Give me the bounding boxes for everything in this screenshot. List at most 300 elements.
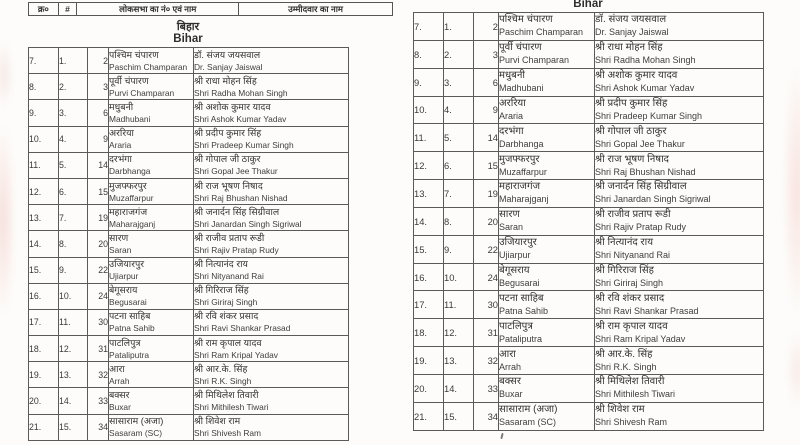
constituency-number-cell: 19	[474, 180, 499, 208]
constituency-name-hindi: मुजफ्फरपुर	[109, 180, 147, 191]
constituency-cell	[499, 180, 595, 208]
constituency-number-cell: 33	[474, 374, 499, 402]
table-row	[29, 414, 349, 440]
serial-cell: 19.	[414, 347, 444, 375]
state-heading-hindi: बिहार	[176, 21, 200, 33]
candidate-name-english: Shri Shivesh Ram	[595, 417, 668, 428]
serial-cell: 20.	[29, 388, 59, 414]
constituency-name-english: Begusarai	[499, 278, 540, 289]
candidate-name-hindi: श्री शिवेश राम	[595, 404, 645, 416]
index-cell: 14.	[444, 374, 474, 402]
constituency-number-cell: 3	[474, 40, 499, 68]
index-cell: 15.	[59, 414, 88, 440]
serial-cell: 14.	[414, 207, 444, 235]
header-constituency-column: लोकसभा का नं० एवं नाम	[77, 2, 239, 16]
header-candidate-column: उम्मीदवार का नाम	[239, 2, 393, 16]
candidate-name-english: Shri Shivesh Ram	[194, 428, 262, 439]
constituency-name-hindi: पटना साहिब	[499, 292, 544, 304]
serial-cell: 7.	[414, 13, 444, 41]
candidate-name-hindi: श्री गोपाल जी ठाकुर	[194, 154, 261, 165]
index-cell: 10.	[444, 263, 474, 291]
candidate-name-hindi: श्री राजीव प्रताप रूडी	[194, 232, 265, 243]
candidate-name-english: Shri Pradeep Kumar Singh	[194, 140, 294, 151]
index-cell: 12.	[444, 319, 474, 347]
constituency-name-english: Darbhanga	[499, 138, 544, 149]
state-heading-english-right: Bihar	[573, 0, 603, 10]
candidate-name-english: Shri Radha Mohan Singh	[194, 87, 288, 98]
candidate-name-hindi: श्री राज भूषण निषाद	[194, 180, 263, 191]
serial-cell: 17.	[29, 309, 59, 335]
candidate-cell	[194, 257, 349, 283]
candidate-name-english: Shri Gopal Jee Thakur	[194, 166, 278, 177]
constituency-name-english: Buxar	[499, 389, 523, 400]
constituency-name-english: Muzaffarpur	[109, 192, 154, 203]
candidate-name-english: Shri Ravi Shankar Prasad	[595, 305, 699, 316]
constituency-number-cell: 19	[88, 205, 109, 231]
constituency-number-cell: 31	[474, 319, 499, 347]
constituency-cell	[499, 374, 595, 402]
candidate-cell	[194, 414, 349, 440]
candidate-name-english: Shri Mithilesh Tiwari	[595, 389, 676, 400]
candidate-name-english: Shri Gopal Jee Thakur	[595, 138, 685, 149]
table-row	[414, 374, 764, 402]
serial-cell: 11.	[29, 152, 59, 178]
constituency-name-hindi: बेगूसराय	[109, 285, 138, 296]
candidate-name-hindi: श्री आर.के. सिंह	[595, 348, 653, 360]
constituency-cell	[109, 126, 194, 152]
constituency-name-english: Patna Sahib	[499, 305, 549, 316]
serial-cell: 16.	[414, 263, 444, 291]
constituency-name-english: Maharajganj	[109, 218, 156, 229]
constituency-number-cell: 14	[474, 124, 499, 152]
candidate-name-english: Shri Raj Bhushan Nishad	[595, 166, 696, 177]
constituency-name-hindi: बक्सर	[499, 376, 521, 388]
candidate-cell	[595, 402, 764, 430]
constituency-cell	[499, 13, 595, 41]
index-cell: 15.	[444, 402, 474, 430]
candidate-name-hindi: श्री राजीव प्रताप रूडी	[595, 209, 671, 221]
index-cell: 8.	[59, 231, 88, 257]
candidate-name-hindi: श्री आर.के. सिंह	[194, 363, 248, 374]
constituency-cell	[109, 388, 194, 414]
table-row	[29, 48, 349, 74]
candidate-name-english: Shri Radha Mohan Singh	[595, 55, 696, 66]
candidate-name-hindi: डॉ. संजय जयसवाल	[194, 49, 261, 60]
table-row	[414, 235, 764, 263]
constituency-name-english: Saran	[499, 222, 524, 233]
table-row	[414, 40, 764, 68]
constituency-cell	[109, 336, 194, 362]
constituency-name-english: Araria	[109, 140, 132, 151]
constituency-name-english: Arrah	[499, 361, 522, 372]
constituency-number-cell: 20	[474, 207, 499, 235]
index-cell: 2.	[444, 40, 474, 68]
serial-cell: 11.	[414, 124, 444, 152]
constituency-number-cell: 2	[88, 48, 109, 74]
table-row	[414, 180, 764, 208]
constituency-name-hindi: पूर्वी चंपारण	[499, 42, 542, 54]
candidate-cell	[194, 74, 349, 100]
index-cell: 5.	[444, 124, 474, 152]
table-header-row	[28, 2, 393, 16]
constituency-name-hindi: पूर्वी चंपारण	[109, 75, 149, 86]
constituency-cell	[499, 402, 595, 430]
constituency-name-hindi: अररिया	[109, 128, 134, 139]
candidate-name-english: Shri Pradeep Kumar Singh	[595, 110, 703, 121]
constituency-name-hindi: पटना साहिब	[109, 311, 151, 322]
constituency-name-english: Paschim Champaran	[499, 27, 584, 38]
candidate-cell	[194, 283, 349, 309]
constituency-number-cell: 3	[88, 74, 109, 100]
state-heading-english: Bihar	[173, 33, 203, 45]
constituency-number-cell: 34	[474, 402, 499, 430]
candidate-cell	[595, 319, 764, 347]
serial-cell: 13.	[29, 205, 59, 231]
constituency-name-hindi: पश्चिम चंपारण	[109, 49, 159, 60]
candidate-cell	[194, 100, 349, 126]
constituency-name-english: Saran	[109, 244, 132, 255]
candidate-name-english: Shri Janardan Singh Sigriwal	[194, 218, 302, 229]
candidate-name-english: Shri Nityanand Rai	[595, 250, 671, 261]
candidate-cell	[194, 178, 349, 204]
serial-cell: 15.	[414, 235, 444, 263]
serial-cell: 16.	[29, 283, 59, 309]
constituency-number-cell: 32	[474, 347, 499, 375]
index-cell: 3.	[59, 100, 88, 126]
constituency-cell	[109, 100, 194, 126]
serial-cell: 12.	[29, 178, 59, 204]
candidate-name-english: Shri Raj Bhushan Nishad	[194, 192, 288, 203]
constituency-number-cell: 22	[474, 235, 499, 263]
candidate-cell	[595, 207, 764, 235]
table-row	[29, 336, 349, 362]
candidate-name-hindi: श्री रवि शंकर प्रसाद	[595, 292, 665, 304]
constituency-name-english: Buxar	[109, 402, 131, 413]
constituency-cell	[499, 207, 595, 235]
index-cell: 9.	[59, 257, 88, 283]
candidate-name-hindi: श्री अशोक कुमार यादव	[194, 101, 271, 112]
candidate-cell	[194, 152, 349, 178]
constituency-number-cell: 30	[474, 291, 499, 319]
constituency-name-hindi: सारण	[109, 232, 129, 243]
scan-ink-mark	[500, 433, 503, 439]
constituency-name-english: Ujiarpur	[499, 250, 531, 261]
constituency-cell	[109, 414, 194, 440]
serial-cell: 18.	[414, 319, 444, 347]
candidate-cell	[595, 124, 764, 152]
constituency-name-english: Arrah	[109, 375, 130, 386]
candidate-name-hindi: श्री राज भूषण निषाद	[595, 153, 669, 165]
constituency-name-english: Purvi Champaran	[499, 55, 570, 66]
serial-cell: 21.	[29, 414, 59, 440]
constituency-number-cell: 9	[474, 96, 499, 124]
serial-cell: 10.	[29, 126, 59, 152]
candidate-name-hindi: श्री अशोक कुमार यादव	[595, 70, 678, 82]
constituency-name-hindi: सासाराम (अजा)	[499, 404, 558, 416]
constituency-number-cell: 22	[88, 257, 109, 283]
constituency-number-cell: 31	[88, 336, 109, 362]
constituency-number-cell: 2	[474, 13, 499, 41]
constituency-name-english: Pataliputra	[499, 333, 543, 344]
index-cell: 5.	[59, 152, 88, 178]
table-row	[29, 100, 349, 126]
candidate-name-hindi: श्री राधा मोहन सिंह	[595, 42, 663, 54]
constituency-name-english: Darbhanga	[109, 166, 151, 177]
scan-smudge	[786, 330, 800, 410]
index-cell: 6.	[444, 152, 474, 180]
candidate-name-hindi: श्री राम कृपाल यादव	[194, 337, 262, 348]
candidate-cell	[194, 336, 349, 362]
candidate-name-hindi: श्री राधा मोहन सिंह	[194, 75, 257, 86]
candidate-name-english: Dr. Sanjay Jaiswal	[595, 27, 669, 38]
constituency-name-hindi: उजियारपुर	[109, 259, 145, 270]
constituency-number-cell: 15	[88, 178, 109, 204]
constituency-cell	[499, 96, 595, 124]
candidate-name-english: Shri Ram Kripal Yadav	[194, 349, 278, 360]
table-row	[414, 124, 764, 152]
constituency-name-english: Paschim Champaran	[109, 61, 188, 72]
candidate-cell	[595, 96, 764, 124]
index-cell: 9.	[444, 235, 474, 263]
candidate-name-hindi: श्री शिवेश राम	[194, 416, 241, 427]
constituency-name-english: Madhubani	[499, 83, 544, 94]
serial-cell: 12.	[414, 152, 444, 180]
constituency-cell	[109, 48, 194, 74]
candidate-cell	[194, 126, 349, 152]
constituency-name-hindi: महाराजगंज	[499, 181, 541, 193]
constituency-cell	[499, 263, 595, 291]
candidate-name-hindi: श्री प्रदीप कुमार सिंह	[194, 128, 262, 139]
candidate-cell	[595, 263, 764, 291]
constituency-name-hindi: पश्चिम चंपारण	[499, 14, 553, 26]
index-cell: 7.	[59, 205, 88, 231]
table-row	[29, 388, 349, 414]
scan-smudge	[0, 120, 16, 320]
constituency-number-cell: 24	[88, 283, 109, 309]
table-row	[29, 205, 349, 231]
candidate-name-hindi: श्री गोपाल जी ठाकुर	[595, 125, 667, 137]
index-cell: 10.	[59, 283, 88, 309]
constituency-number-cell: 9	[88, 126, 109, 152]
constituency-number-cell: 20	[88, 231, 109, 257]
candidate-name-english: Shri Ram Kripal Yadav	[595, 333, 686, 344]
serial-cell: 17.	[414, 291, 444, 319]
table-row	[29, 178, 349, 204]
constituency-cell	[499, 152, 595, 180]
serial-cell: 10.	[414, 96, 444, 124]
candidate-cell	[194, 362, 349, 388]
constituency-number-cell: 30	[88, 309, 109, 335]
constituency-name-english: Ujiarpur	[109, 271, 139, 282]
serial-cell: 9.	[414, 68, 444, 96]
constituency-number-cell: 34	[88, 414, 109, 440]
table-row	[414, 347, 764, 375]
table-row	[29, 126, 349, 152]
candidate-cell	[194, 388, 349, 414]
index-cell: 13.	[59, 362, 88, 388]
header-serial-column: क्र०	[28, 2, 59, 16]
candidate-cell	[595, 347, 764, 375]
serial-cell: 18.	[29, 336, 59, 362]
candidate-name-english: Shri Ashok Kumar Yadav	[595, 83, 695, 94]
constituency-cell	[499, 319, 595, 347]
table-row	[414, 68, 764, 96]
constituency-name-hindi: अररिया	[499, 97, 526, 109]
constituency-name-hindi: दरभंगा	[109, 154, 132, 165]
constituency-cell	[109, 283, 194, 309]
constituency-cell	[499, 291, 595, 319]
candidate-name-hindi: डॉ. संजय जयसवाल	[595, 14, 667, 26]
constituency-cell	[109, 152, 194, 178]
constituency-name-hindi: सारण	[499, 209, 520, 221]
serial-cell: 13.	[414, 180, 444, 208]
constituency-name-hindi: मुजफ्फरपुर	[499, 153, 540, 165]
candidate-cell	[595, 291, 764, 319]
constituency-cell	[499, 124, 595, 152]
constituency-cell	[109, 74, 194, 100]
constituency-cell	[109, 205, 194, 231]
constituency-name-hindi: दरभंगा	[499, 125, 524, 137]
table-row	[414, 13, 764, 41]
candidate-name-hindi: श्री नित्यानंद राय	[595, 237, 653, 249]
table-row	[414, 96, 764, 124]
candidate-name-english: Shri Giriraj Singh	[595, 278, 664, 289]
constituency-name-hindi: मधुबनी	[109, 101, 134, 112]
constituency-number-cell: 14	[88, 152, 109, 178]
constituency-name-english: Araria	[499, 110, 524, 121]
bihar-candidates-table-right	[413, 12, 764, 431]
candidate-name-hindi: श्री मिथिलेश तिवारी	[194, 390, 259, 401]
table-row	[29, 74, 349, 100]
table-row	[29, 283, 349, 309]
index-cell: 2.	[59, 74, 88, 100]
index-cell: 12.	[59, 336, 88, 362]
index-cell: 7.	[444, 180, 474, 208]
constituency-name-english: Purvi Champaran	[109, 87, 175, 98]
index-cell: 1.	[444, 13, 474, 41]
candidate-cell	[595, 68, 764, 96]
candidate-cell	[194, 231, 349, 257]
constituency-number-cell: 32	[88, 362, 109, 388]
table-row	[29, 309, 349, 335]
constituency-name-english: Madhubani	[109, 113, 151, 124]
constituency-cell	[109, 362, 194, 388]
constituency-name-english: Patna Sahib	[109, 323, 155, 334]
constituency-name-english: Begusarai	[109, 297, 147, 308]
candidate-cell	[595, 374, 764, 402]
index-cell: 14.	[59, 388, 88, 414]
bihar-candidates-table-left	[28, 47, 349, 441]
scan-smudge	[782, 60, 800, 320]
serial-cell: 8.	[414, 40, 444, 68]
constituency-name-hindi: महाराजगंज	[109, 206, 148, 217]
candidate-name-english: Shri R.K. Singh	[595, 361, 657, 372]
table-row	[29, 152, 349, 178]
index-cell: 3.	[444, 68, 474, 96]
constituency-name-hindi: मधुबनी	[499, 70, 525, 82]
candidate-cell	[194, 205, 349, 231]
serial-cell: 8.	[29, 74, 59, 100]
candidate-name-hindi: श्री जनार्दन सिंह सिग्रीवाल	[595, 181, 687, 193]
constituency-number-cell: 6	[88, 100, 109, 126]
table-row	[414, 207, 764, 235]
index-cell: 13.	[444, 347, 474, 375]
constituency-cell	[109, 309, 194, 335]
serial-cell: 7.	[29, 48, 59, 74]
constituency-name-english: Muzaffarpur	[499, 166, 547, 177]
candidate-name-english: Shri R.K. Singh	[194, 375, 252, 386]
constituency-cell	[499, 235, 595, 263]
candidate-name-english: Shri Nityanand Rai	[194, 271, 264, 282]
scan-smudge	[0, 40, 14, 110]
candidate-cell	[595, 13, 764, 41]
index-cell: 4.	[444, 96, 474, 124]
table-row	[414, 152, 764, 180]
candidate-name-english: Shri Janardan Singh Sigriwal	[595, 194, 711, 205]
candidate-cell	[595, 180, 764, 208]
candidate-cell	[595, 152, 764, 180]
candidate-name-hindi: श्री नित्यानंद राय	[194, 259, 248, 270]
constituency-cell	[499, 68, 595, 96]
index-cell: 8.	[444, 207, 474, 235]
constituency-cell	[499, 40, 595, 68]
candidate-name-english: Shri Ravi Shankar Prasad	[194, 323, 291, 334]
table-row	[414, 263, 764, 291]
candidate-name-hindi: श्री गिरिराज सिंह	[595, 265, 654, 277]
candidate-cell	[194, 48, 349, 74]
constituency-number-cell: 6	[474, 68, 499, 96]
candidate-name-english: Shri Rajiv Pratap Rudy	[595, 222, 687, 233]
candidate-name-hindi: श्री प्रदीप कुमार सिंह	[595, 97, 668, 109]
table-row	[414, 319, 764, 347]
serial-cell: 20.	[414, 374, 444, 402]
table-row	[414, 402, 764, 430]
candidate-name-hindi: श्री जनार्दन सिंह सिग्रीवाल	[194, 206, 280, 217]
candidate-cell	[194, 309, 349, 335]
constituency-name-hindi: आरा	[109, 363, 125, 374]
table-row	[29, 257, 349, 283]
candidate-cell	[595, 40, 764, 68]
index-cell: 6.	[59, 178, 88, 204]
index-cell: 11.	[59, 309, 88, 335]
table-row	[29, 362, 349, 388]
index-cell: 11.	[444, 291, 474, 319]
candidate-cell	[595, 235, 764, 263]
index-cell: 4.	[59, 126, 88, 152]
table-row	[29, 231, 349, 257]
constituency-number-cell: 33	[88, 388, 109, 414]
serial-cell: 15.	[29, 257, 59, 283]
candidate-name-hindi: श्री मिथिलेश तिवारी	[595, 376, 665, 388]
table-row	[414, 291, 764, 319]
constituency-name-english: Sasaram (SC)	[499, 417, 557, 428]
constituency-name-hindi: बक्सर	[109, 390, 130, 401]
header-hash-column: #	[59, 2, 78, 16]
constituency-number-cell: 24	[474, 263, 499, 291]
candidate-name-hindi: श्री गिरिराज सिंह	[194, 285, 249, 296]
constituency-name-hindi: आरा	[499, 348, 516, 360]
serial-cell: 9.	[29, 100, 59, 126]
index-cell: 1.	[59, 48, 88, 74]
constituency-name-english: Sasaram (SC)	[109, 428, 163, 439]
constituency-name-hindi: सासाराम (अजा)	[109, 416, 164, 427]
constituency-cell	[109, 257, 194, 283]
constituency-cell	[109, 231, 194, 257]
serial-cell: 21.	[414, 402, 444, 430]
candidate-name-english: Shri Rajiv Pratap Rudy	[194, 244, 279, 255]
serial-cell: 14.	[29, 231, 59, 257]
constituency-name-hindi: पाटलिपुत्र	[499, 320, 533, 332]
